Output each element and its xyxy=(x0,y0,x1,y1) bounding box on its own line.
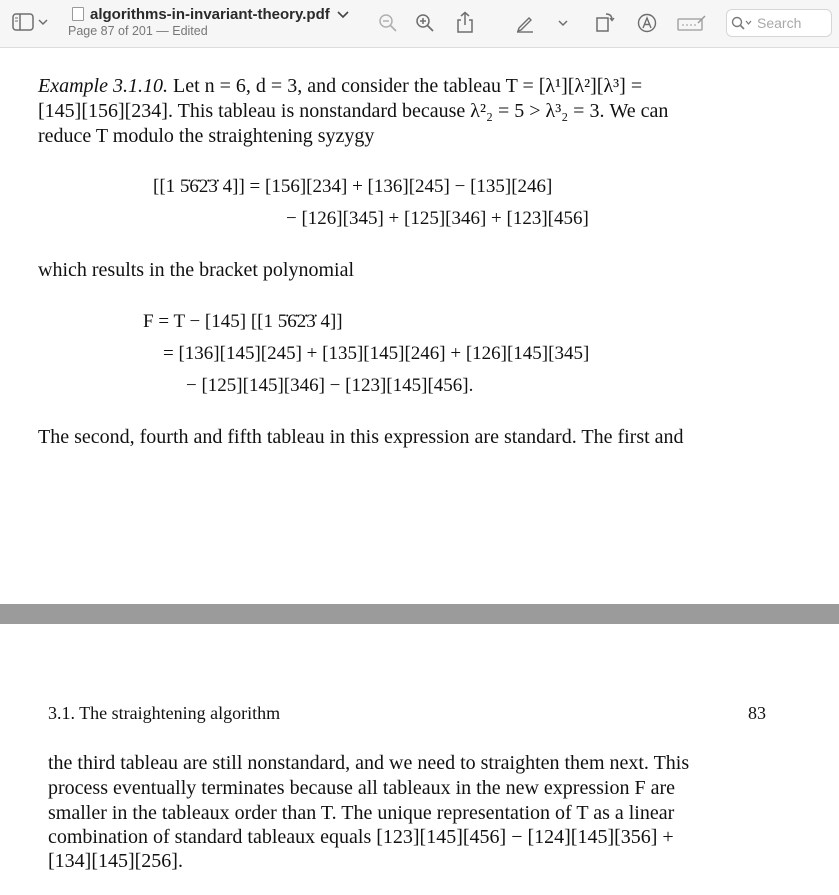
markup-pen-icon xyxy=(515,13,535,33)
syzygy-equation-line-2: − [126][345] + [125][346] + [123][456] xyxy=(286,208,589,229)
search-placeholder: Search xyxy=(757,15,802,31)
zoom-out-icon xyxy=(378,13,398,33)
markup-menu-button[interactable] xyxy=(556,16,570,30)
example-label: Example 3.1.10. xyxy=(38,75,168,97)
paragraph-standard-tableau: The second, fourth and fifth tableau in this expression are standard. The first and xyxy=(38,426,684,448)
share-button[interactable] xyxy=(453,9,477,35)
polynomial-equation-line-3: − [125][145][346] − [123][145][456]. xyxy=(186,375,474,396)
annotate-icon xyxy=(637,13,657,33)
paragraph-line: process eventually terminates because all tableaux in the new expression F are xyxy=(48,777,675,799)
paragraph-line: [134][145][256]. xyxy=(48,850,183,872)
rotate-button[interactable] xyxy=(592,9,618,35)
paragraph-line: smaller in the tableaux order than T. The unique representation of T as a linear xyxy=(48,802,675,824)
polynomial-equation-line-1: F = T − [145] [[1 5̇6̇2̇3̇ 4]] xyxy=(143,311,343,332)
page-info: Page 87 of 201 — Edited xyxy=(68,24,208,38)
zoom-out-button[interactable] xyxy=(376,11,400,35)
chevron-down-icon xyxy=(38,18,48,26)
syzygy-equation-line-1: [[1 5̇6̇2̇3̇ 4]] = [156][234] + [136][245] − [135][246] xyxy=(153,176,553,197)
paragraph-line: the third tableau are still nonstandard, and we need to straighten them next. This xyxy=(48,752,690,774)
example-paragraph-line-2: [145][156][234]. This tableau is nonstandard because λ²₂ = 5 > λ³₂ = 3. We can xyxy=(38,100,669,122)
zoom-in-button[interactable] xyxy=(413,11,437,35)
example-text: Let n = 6, d = 3, and consider the tableau T = [λ¹][λ²][λ³] = xyxy=(172,75,643,97)
running-header: 3.1. The straightening algorithm xyxy=(48,703,281,723)
chevron-down-icon xyxy=(558,19,568,27)
rotate-icon xyxy=(594,11,616,33)
filename: algorithms-in-invariant-theory.pdf xyxy=(90,6,330,23)
example-paragraph-line-3: reduce T modulo the straightening syzygy xyxy=(38,125,375,147)
page-number: 83 xyxy=(748,703,766,723)
search-field[interactable] xyxy=(726,9,832,37)
page-separator xyxy=(0,604,839,624)
search-icon xyxy=(731,16,753,30)
toolbar xyxy=(0,0,839,48)
polynomial-equation-line-2: = [136][145][245] + [135][145][246] + [126][145][345] xyxy=(163,343,590,364)
share-icon xyxy=(456,11,474,33)
sidebar-toggle-button[interactable] xyxy=(10,11,50,33)
markup-button[interactable] xyxy=(512,10,538,36)
paragraph-bracket-polynomial: which results in the bracket polynomial xyxy=(38,259,355,281)
pdf-page-87 xyxy=(0,624,839,895)
document-icon xyxy=(72,7,84,21)
sidebar-icon xyxy=(12,13,34,31)
window-title[interactable] xyxy=(90,6,349,23)
annotate-button[interactable] xyxy=(634,10,660,36)
zoom-in-icon xyxy=(415,13,435,33)
example-paragraph-line-1 xyxy=(38,74,642,99)
pdf-page-86 xyxy=(0,48,839,604)
paragraph-line: combination of standard tableaux equals [123][145][456] − [124][145][356] + xyxy=(48,826,674,848)
form-fill-icon xyxy=(677,14,707,32)
form-fill-button[interactable] xyxy=(676,10,708,36)
chevron-down-icon xyxy=(337,10,349,19)
